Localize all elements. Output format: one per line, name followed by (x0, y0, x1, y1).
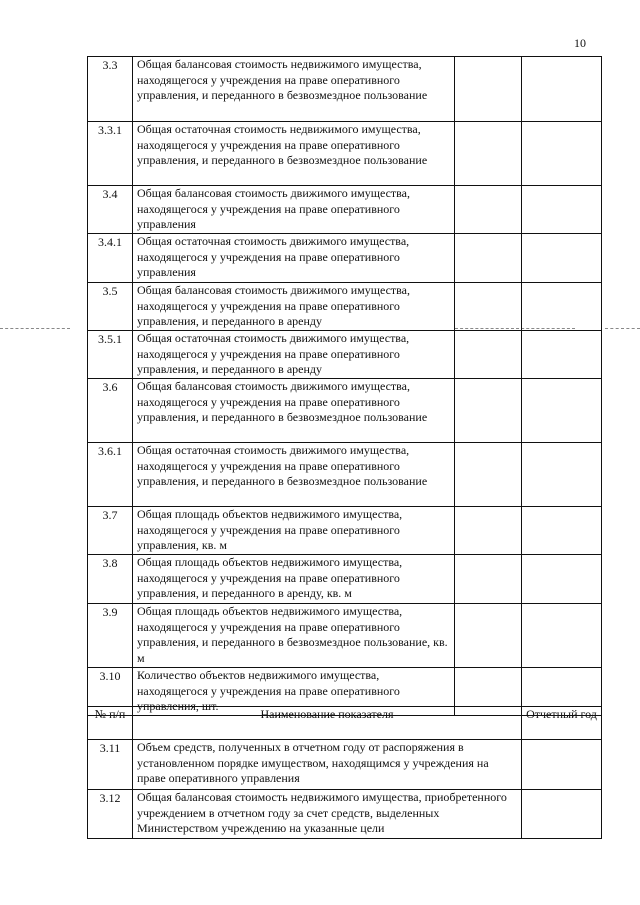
value-cell[interactable] (455, 234, 522, 283)
row-number: 3.11 (88, 740, 133, 790)
value-cell[interactable] (455, 331, 522, 379)
indicator-name: Общая остаточная стоимость движимого имущества, находящегося у учреждения на праве оперативного управления (133, 234, 455, 283)
value-cell[interactable] (455, 186, 522, 234)
row-number: 3.12 (88, 790, 133, 839)
table-row (88, 122, 602, 186)
column-header-name: Наименование показателя (133, 707, 522, 740)
table-row (88, 507, 602, 555)
value-cell[interactable] (522, 604, 602, 668)
value-cell[interactable] (522, 122, 602, 186)
row-number: 3.7 (88, 507, 133, 555)
value-cell[interactable] (522, 234, 602, 283)
value-cell[interactable] (522, 57, 602, 122)
value-cell[interactable] (522, 379, 602, 443)
scan-artifact (0, 328, 70, 330)
value-cell[interactable] (455, 604, 522, 668)
column-header-year: Отчетный год (522, 707, 602, 740)
table-header-row (88, 707, 602, 740)
value-cell[interactable] (455, 443, 522, 507)
indicators-table (87, 706, 602, 839)
row-number: 3.6 (88, 379, 133, 443)
indicator-name: Общая балансовая стоимость недвижимого имущества, приобретенного учреждением в отчетном году за счет средств, выделенных Министерством учреждению на указанные цели (133, 790, 522, 839)
indicator-name: Общая балансовая стоимость движимого имущества, находящегося у учреждения на праве оперативного управления, и переданного в аренду (133, 283, 455, 331)
row-number: 3.8 (88, 555, 133, 604)
indicator-name: Общая балансовая стоимость движимого имущества, находящегося у учреждения на праве оперативного управления, и переданного в безвозмездное пользование (133, 379, 455, 443)
indicator-name: Общая остаточная стоимость движимого имущества, находящегося у учреждения на праве оперативного управления, и переданного в безвозмездное пользование (133, 443, 455, 507)
table-row (88, 186, 602, 234)
value-cell[interactable] (455, 507, 522, 555)
row-number: 3.5.1 (88, 331, 133, 379)
row-number: 3.3.1 (88, 122, 133, 186)
table-row (88, 740, 602, 790)
table-row (88, 555, 602, 604)
value-cell[interactable] (522, 740, 602, 790)
row-number: 3.3 (88, 57, 133, 122)
value-cell[interactable] (455, 379, 522, 443)
indicator-name: Общая площадь объектов недвижимого имущества, находящегося у учреждения на праве оперативного управления, и переданного в аренду, кв. м (133, 555, 455, 604)
column-header-number: № п/п (88, 707, 133, 740)
value-cell[interactable] (455, 122, 522, 186)
row-number: 3.4.1 (88, 234, 133, 283)
row-number: 3.9 (88, 604, 133, 668)
row-number: 3.5 (88, 283, 133, 331)
indicator-name: Общая балансовая стоимость движимого имущества, находящегося у учреждения на праве оперативного управления (133, 186, 455, 234)
table-row (88, 283, 602, 331)
page-number: 10 (574, 36, 586, 50)
indicator-name: Общая площадь объектов недвижимого имущества, находящегося у учреждения на праве оперативного управления, кв. м (133, 507, 455, 555)
value-cell[interactable] (522, 555, 602, 604)
table-row (88, 604, 602, 668)
indicator-name: Общая площадь объектов недвижимого имущества, находящегося у учреждения на праве оперативного управления, и переданного в безвозмездное пользование, кв. м (133, 604, 455, 668)
value-cell[interactable] (455, 283, 522, 331)
row-number: 3.10 (88, 668, 133, 716)
table-row (88, 790, 602, 839)
table-row (88, 331, 602, 379)
indicator-name: Общая балансовая стоимость недвижимого имущества, находящегося у учреждения на праве оперативного управления, и переданного в безвозмездное пользование (133, 57, 455, 122)
value-cell[interactable] (522, 186, 602, 234)
scan-artifact (605, 328, 640, 330)
indicator-name: Общая остаточная стоимость движимого имущества, находящегося у учреждения на праве оперативного управления, и переданного в аренду (133, 331, 455, 379)
value-cell[interactable] (522, 331, 602, 379)
indicator-name: Количество объектов недвижимого имущества, находящегося у учреждения на праве оперативного управления, шт. (133, 668, 455, 716)
value-cell[interactable] (522, 507, 602, 555)
value-cell[interactable] (522, 790, 602, 839)
table-row (88, 379, 602, 443)
value-cell[interactable] (522, 443, 602, 507)
value-cell[interactable] (455, 555, 522, 604)
table-row (88, 234, 602, 283)
row-number: 3.4 (88, 186, 133, 234)
value-cell[interactable] (522, 283, 602, 331)
table-row (88, 57, 602, 122)
value-cell[interactable] (455, 57, 522, 122)
table-row (88, 443, 602, 507)
indicator-name: Общая остаточная стоимость недвижимого имущества, находящегося у учреждения на праве оперативного управления, и переданного в безвозмездное пользование (133, 122, 455, 186)
indicator-name: Объем средств, полученных в отчетном году от распоряжения в установленном порядке имуществом, находящимся у учреждения на праве оперативного управления (133, 740, 522, 790)
indicators-table-continued (87, 56, 602, 716)
row-number: 3.6.1 (88, 443, 133, 507)
